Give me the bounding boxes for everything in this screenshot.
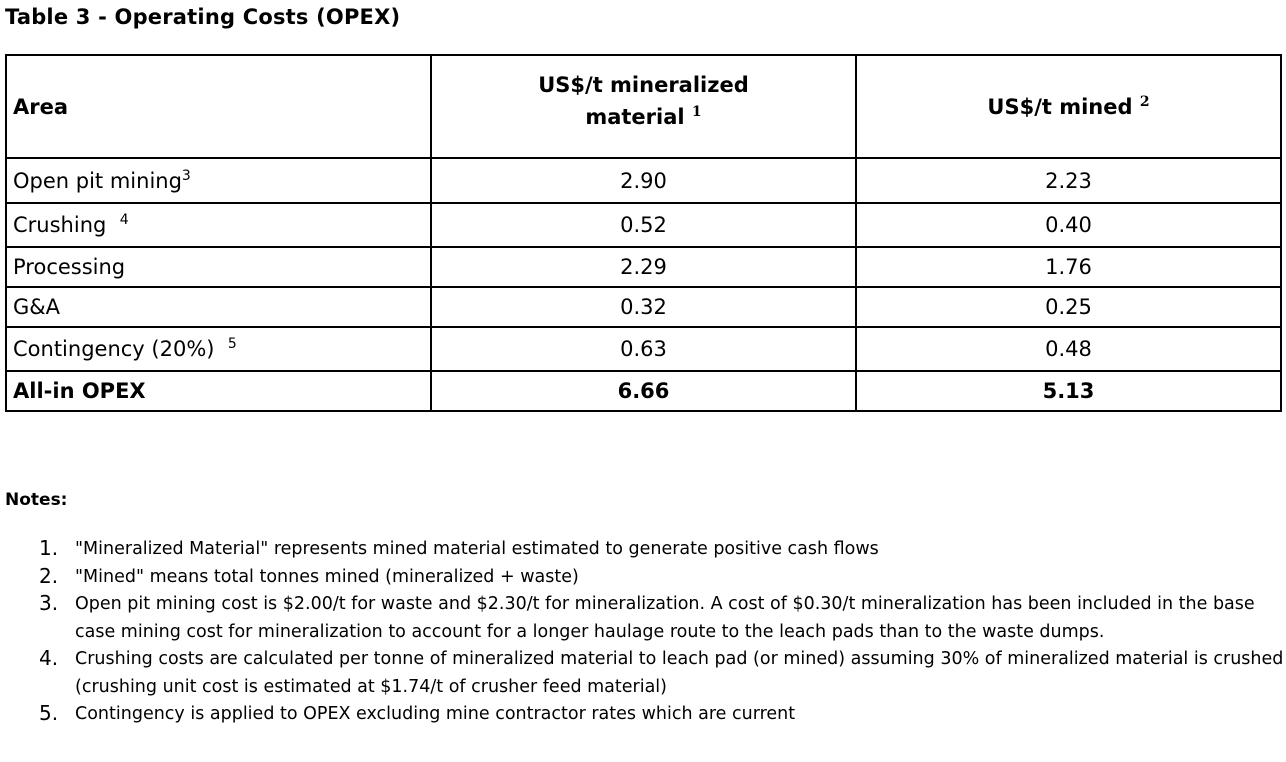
row-mineralized-value: 0.32 (431, 287, 856, 327)
row-area-cell (6, 327, 431, 371)
table-total-row (6, 371, 1281, 411)
note-text: "Mined" means total tonnes mined (mineralized + waste) (75, 566, 579, 587)
row-area-label: Contingency (20%) (13, 337, 222, 361)
header-area: Area (6, 55, 431, 158)
row-mineralized-value: 2.90 (431, 158, 856, 203)
total-mineralized-value: 6.66 (431, 371, 856, 411)
header-mineralized-line2: material (585, 104, 685, 129)
row-mined-value: 0.40 (856, 203, 1281, 247)
note-text: "Mineralized Material" represents mined material estimated to generate positive cash flows (75, 539, 879, 559)
header-mined (856, 55, 1281, 158)
footnote-marker-2: 2 (1139, 93, 1150, 110)
row-area-label: Open pit mining (13, 168, 182, 193)
opex-table (5, 54, 1282, 412)
footnote-marker-4: 4 (119, 212, 129, 228)
note-item (0, 646, 1286, 701)
table-row (6, 247, 1281, 287)
row-mineralized-value: 0.52 (431, 203, 856, 247)
row-mineralized-value: 0.63 (431, 327, 856, 371)
table-row (6, 327, 1281, 371)
total-area-label: All-in OPEX (6, 371, 431, 411)
row-area-cell (6, 203, 431, 247)
note-item (0, 536, 1286, 564)
row-mineralized-value: 2.29 (431, 247, 856, 287)
note-text: Contingency is applied to OPEX excluding mine contractor rates which are current (75, 704, 796, 724)
header-mined-label: US$/t mined (987, 94, 1133, 119)
row-mined-value: 0.25 (856, 287, 1281, 327)
footnote-marker-3: 3 (181, 167, 191, 184)
table-row (6, 203, 1281, 247)
row-mined-value: 2.23 (856, 158, 1281, 203)
row-area-cell (6, 247, 431, 287)
header-mineralized-line1: US$/t mineralized (538, 72, 749, 97)
note-item (0, 591, 1286, 646)
table-row (6, 287, 1281, 327)
table-row (6, 158, 1281, 203)
total-mined-value: 5.13 (856, 371, 1281, 411)
note-text: Open pit mining cost is $2.00/t for waste and $2.30/t for mineralization. A cost of $0.30/t mineralization has been included in the base case mining cost for mineralization to account for a longer haulage route to the leach pads than to the waste dumps. (75, 594, 1255, 642)
note-item (0, 564, 1286, 592)
notes-heading: Notes: (5, 490, 68, 510)
note-number: 5. (39, 701, 59, 725)
header-mineralized (431, 55, 856, 158)
row-area-label: Processing (13, 255, 126, 279)
row-area-cell (6, 287, 431, 327)
footnote-marker-5: 5 (227, 336, 237, 352)
table-header-row (6, 55, 1281, 158)
row-area-label: G&A (13, 295, 61, 319)
note-item (0, 701, 1286, 729)
note-number: 3. (39, 591, 59, 615)
row-area-label: Crushing (13, 213, 114, 237)
row-area-cell (6, 158, 431, 203)
note-text: Crushing costs are calculated per tonne of mineralized material to leach pad (or mined) assuming 30% of mineralized material is crushed (crushing unit cost is estimated at $1.74/t of crusher feed material) (75, 649, 1284, 697)
row-mined-value: 0.48 (856, 327, 1281, 371)
footnote-marker-1: 1 (691, 103, 702, 120)
row-mined-value: 1.76 (856, 247, 1281, 287)
notes-list (0, 536, 1286, 729)
note-number: 1. (39, 536, 59, 560)
note-number: 2. (39, 563, 59, 588)
table-title: Table 3 - Operating Costs (OPEX) (5, 5, 401, 29)
note-number: 4. (39, 646, 59, 670)
